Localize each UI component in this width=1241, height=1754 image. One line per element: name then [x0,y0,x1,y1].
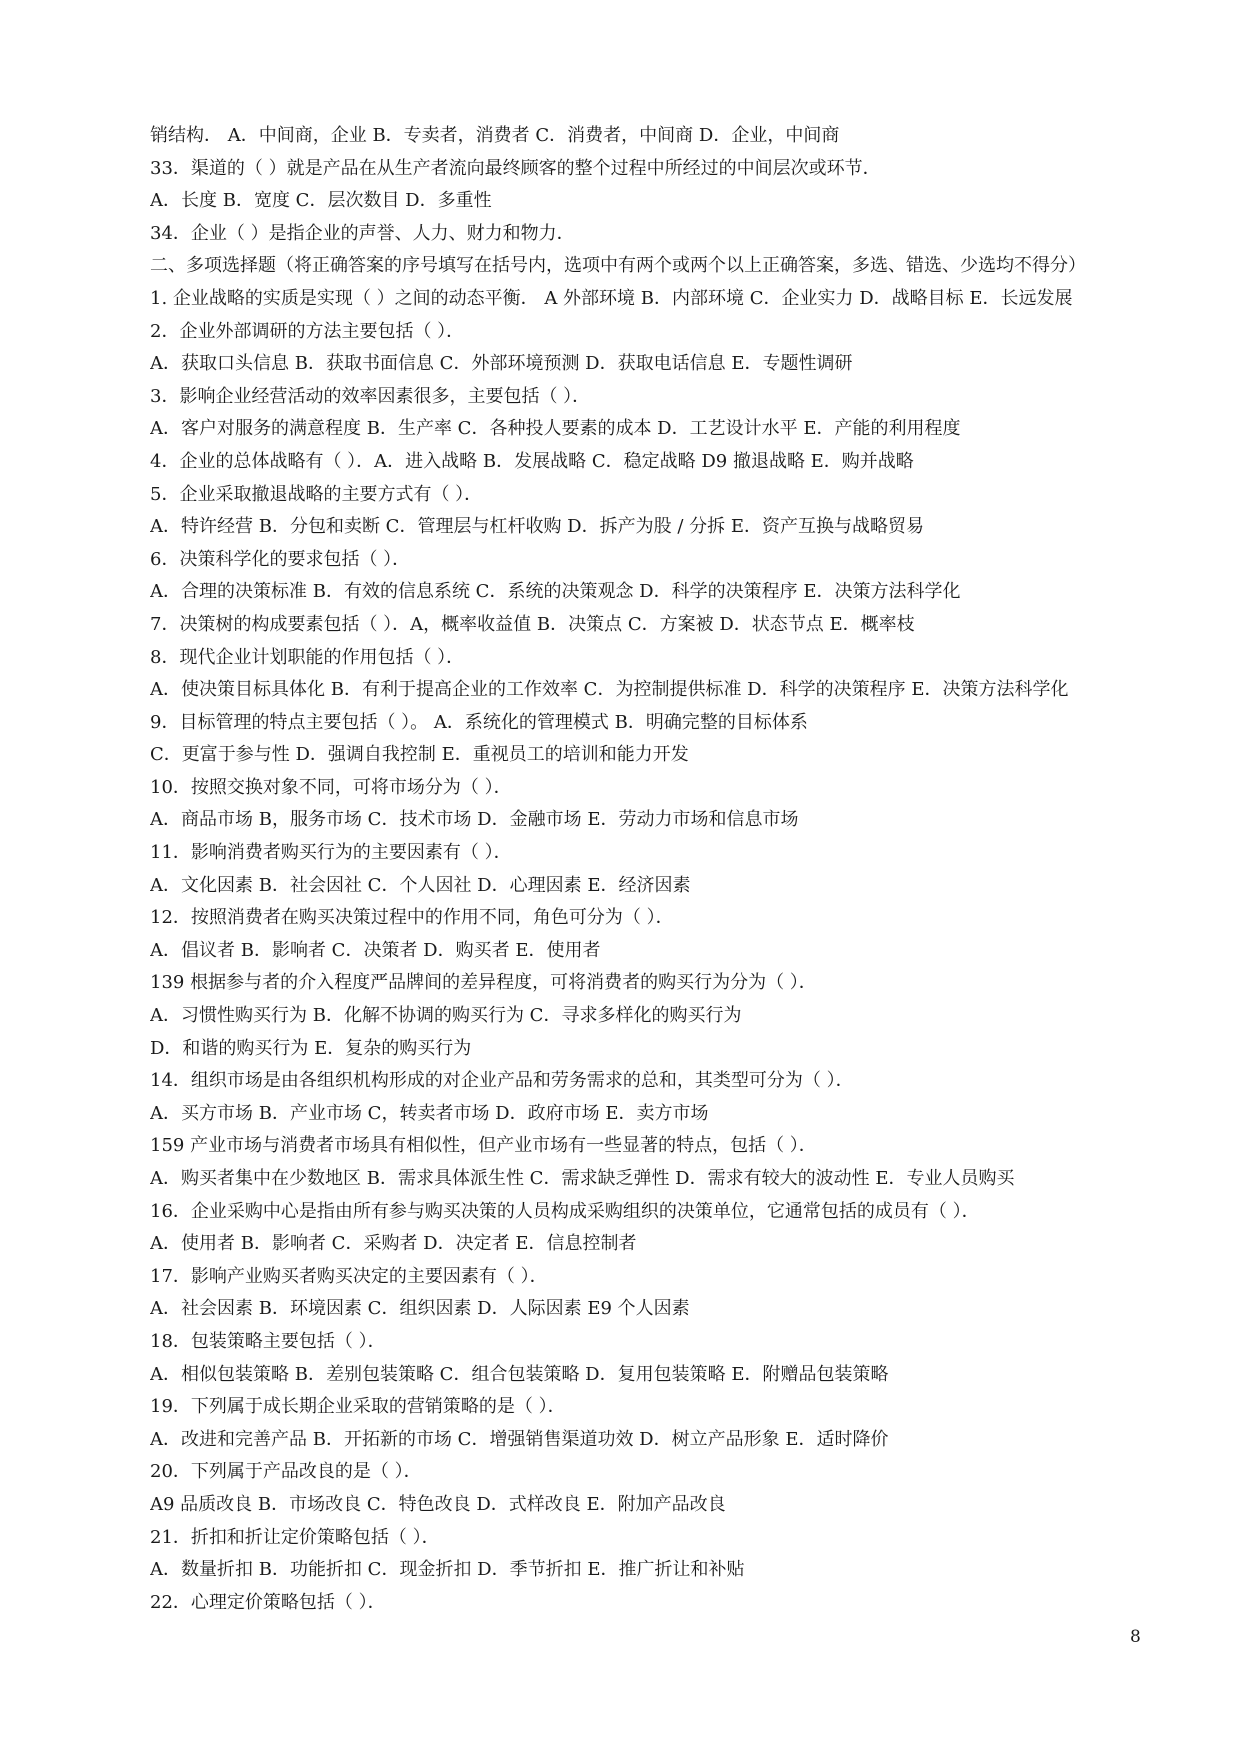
text-line: 14．组织市场是由各组织机构形成的对企业产品和劳务需求的总和，其类型可分为（ ）． [150,1070,854,1092]
text-line: A．使决策目标具体化 B．有利于提高企业的工作效率 C．为控制提供标准 D．科学的决策程序 E．决策方法科学化 [150,679,1069,701]
page-number: 8 [1130,1627,1141,1647]
text-line: A9 品质改良 B．市场改良 C．特色改良 D．式样改良 E．附加产品改良 [150,1493,726,1515]
text-line: 17．影响产业购买者购买决定的主要因素有（ ）． [150,1265,548,1287]
text-line: A．买方市场 B．产业市场 C，转卖者市场 D．政府市场 E．卖方市场 [150,1102,709,1124]
text-line: 3．影响企业经营活动的效率因素很多，主要包括（ ）． [150,385,591,407]
text-line: 销结构． A．中间商，企业 B．专卖者，消费者 C．消费者，中间商 D．企业，中间商 [150,125,840,146]
text-line: 2．企业外部调研的方法主要包括（ ）． [150,320,465,342]
text-line: 10．按照交换对象不同，可将市场分为（ ）． [150,776,512,798]
text-line: 1. 企业战略的实质是实现（ ）之间的动态平衡． A 外部环境 B．内部环境 C．企业实力 D．战略目标 E．长远发展 [150,287,1073,309]
text-line: 9．目标管理的特点主要包括（ ）。 A．系统化的管理模式 B．明确完整的目标体系 [150,711,808,733]
text-line: A．获取口头信息 B．获取书面信息 C．外部环境预测 D．获取电话信息 E．专题性调研 [150,353,853,375]
text-line: 159 产业市场与消费者市场具有相似性，但产业市场有一些显著的特点，包括（ ）． [150,1135,817,1157]
text-line: 21．折扣和折让定价策略包括（ ）． [150,1526,440,1548]
document-body [150,120,1150,1619]
text-line: A．客户对服务的满意程度 B．生产率 C．各种投人要素的成本 D．工艺设计水平 E．产能的利用程度 [150,418,961,440]
text-line: A．特许经营 B．分包和卖断 C．管理层与杠杆收购 D．拆产为股 / 分拆 E．资产互换与战略贸易 [150,516,924,538]
text-line: A．社会因素 B．环境因素 C．组织因素 D．人际因素 E9 个人因素 [150,1298,690,1320]
text-line: 4．企业的总体战略有（ ）．A．进入战略 B．发展战略 C．稳定战略 D9 撤退战略 E．购并战略 [150,450,914,472]
text-line: 34．企业（ ）是指企业的声誉、人力、财力和物力． [150,222,575,244]
text-line: A．倡议者 B．影响者 C．决策者 D．购买者 E．使用者 [150,939,601,961]
text-line: A．改进和完善产品 B．开拓新的市场 C．增强销售渠道功效 D．树立产品形象 E．适时降价 [150,1428,889,1450]
text-line: 18．包装策略主要包括（ ）． [150,1330,386,1352]
section-heading: 二、多项选择题（将正确答案的序号填写在括号内，选项中有两个或两个以上正确答案，多选、错选、少选均不得分） [150,255,1086,277]
text-line: 12．按照消费者在购买决策过程中的作用不同，角色可分为（ ）． [150,907,674,929]
text-line: A．数量折扣 B．功能折扣 C．现金折扣 D．季节折扣 E．推广折让和补贴 [150,1559,745,1581]
text-line: 5．企业采取撤退战略的主要方式有（ ）． [150,483,483,505]
text-line: 33．渠道的（ ）就是产品在从生产者流向最终顾客的整个过程中所经过的中间层次或环节． [150,157,881,179]
text-line: 8．现代企业计划职能的作用包括（ ）． [150,646,465,668]
text-line: 19．下列属于成长期企业采取的营销策略的是（ ）． [150,1396,566,1418]
text-line: 22．心理定价策略包括（ ）． [150,1591,386,1613]
text-line: 139 根据参与者的介入程度严品牌间的差异程度，可将消费者的购买行为分为（ ）． [150,972,817,994]
text-line: C．更富于参与性 D．强调自我控制 E．重视员工的培训和能力开发 [150,744,689,766]
text-line: 16．企业采购中心是指由所有参与购买决策的人员构成采购组织的决策单位，它通常包括的成员有（ ）． [150,1200,980,1222]
text-line: 20．下列属于产品改良的是（ ）． [150,1461,422,1483]
text-line: A．习惯性购买行为 B．化解不协调的购买行为 C．寻求多样化的购买行为 [150,1005,742,1027]
text-line: 7．决策树的构成要素包括（ ）．A，概率收益值 B．决策点 C．方案被 D．状态节点 E．概率枝 [150,613,915,635]
text-line: A．文化因素 B．社会因社 C．个人因社 D．心理因素 E．经济因素 [150,874,691,896]
text-line: A．相似包装策略 B．差别包装策略 C．组合包装策略 D．复用包装策略 E．附赠品包装策略 [150,1363,889,1385]
text-line: A．使用者 B．影响者 C．采购者 D．决定者 E．信息控制者 [150,1233,637,1255]
text-line: 11．影响消费者购买行为的主要因素有（ ）． [150,842,512,864]
text-line: D．和谐的购买行为 E．复杂的购买行为 [150,1037,472,1059]
text-line: 6．决策科学化的要求包括（ ）． [150,548,411,570]
text-line: A．长度 B．宽度 C．层次数目 D．多重性 [150,190,492,212]
text-line: A．购买者集中在少数地区 B．需求具体派生性 C．需求缺乏弹性 D．需求有较大的波动性 E．专业人员购买 [150,1168,1015,1189]
text-line: A．商品市场 B，服务市场 C．技术市场 D．金融市场 E．劳动力市场和信息市场 [150,809,799,831]
text-line: A．合理的决策标准 B．有效的信息系统 C．系统的决策观念 D．科学的决策程序 E．决策方法科学化 [150,581,961,603]
